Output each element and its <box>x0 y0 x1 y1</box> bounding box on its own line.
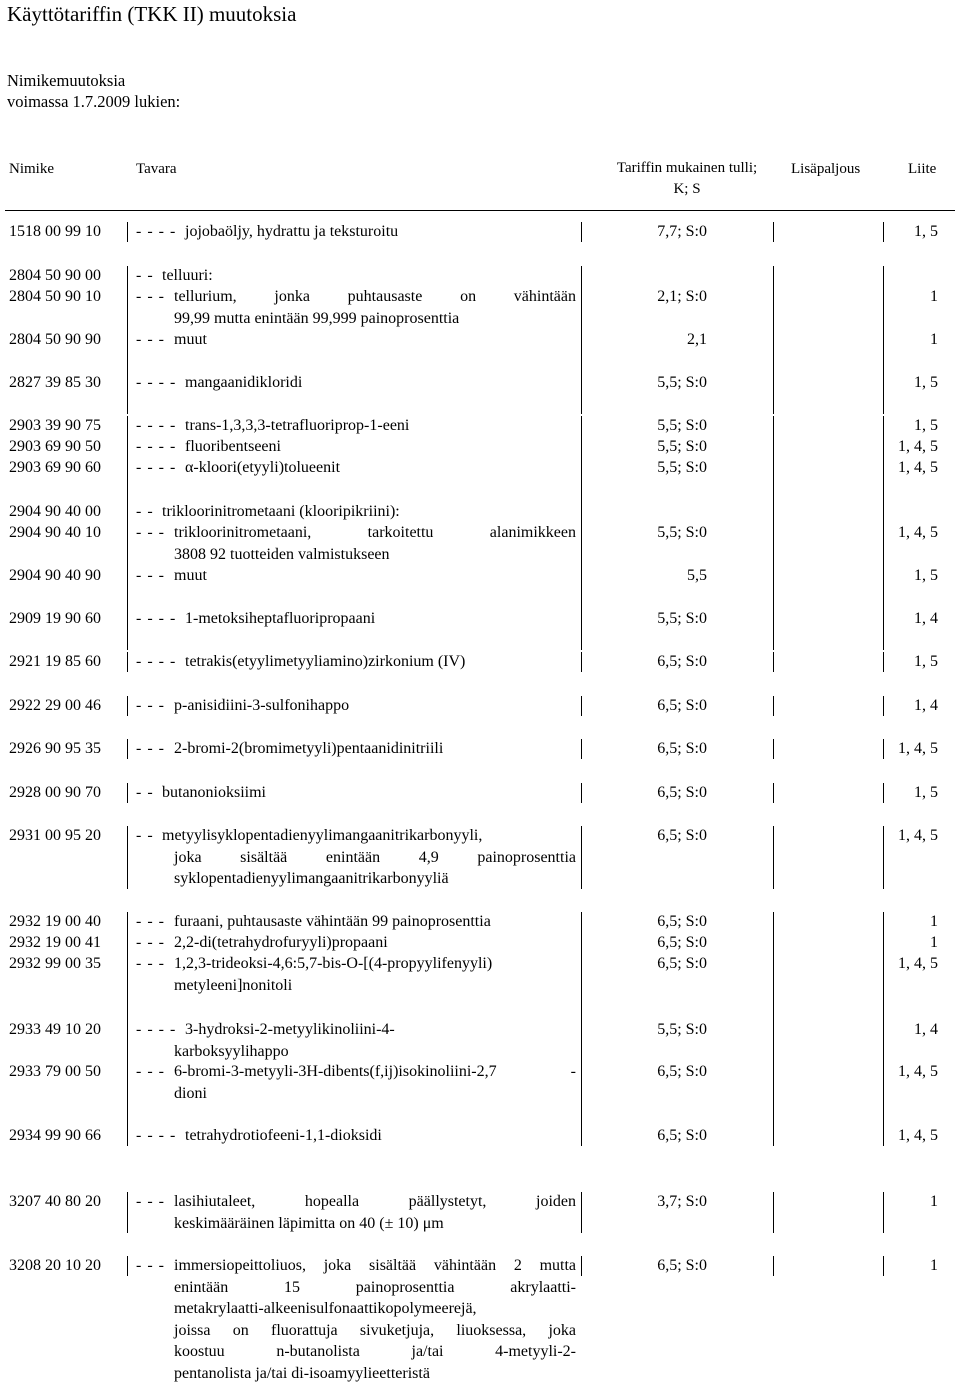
appendix-ref: 1, 5 <box>818 651 938 673</box>
tariff-rate: 5,5; S:0 <box>567 457 707 479</box>
item-description-continued: keskimääräinen läpimitta on 40 (± 10) μm <box>174 1213 576 1235</box>
item-code: 2934 99 90 66 <box>9 1125 101 1147</box>
item-description: metyylisyklopentadienyylimangaanitrikarbonyyli, <box>162 825 564 847</box>
item-description: 2-bromi-2(bromimetyyli)pentaanidinitriili <box>174 738 443 760</box>
column-divider <box>773 826 774 889</box>
appendix-ref: 1, 4, 5 <box>818 457 938 479</box>
level-dashes: - - - <box>136 1255 165 1277</box>
level-dashes: - - - <box>136 695 165 717</box>
column-divider <box>127 783 128 803</box>
item-description: 1-metoksiheptafluoripropaani <box>185 608 375 630</box>
tariff-rate: 2,1; S:0 <box>567 286 707 308</box>
appendix-ref: 1, 4, 5 <box>818 825 938 847</box>
column-divider <box>883 373 884 393</box>
item-code: 3208 20 10 20 <box>9 1255 101 1277</box>
column-divider <box>127 222 128 242</box>
item-code: 3207 40 80 20 <box>9 1191 101 1213</box>
item-description: 1,2,3-trideoksi-4,6:5,7-bis-O-[(4-propyylifenyyli) <box>174 953 576 975</box>
tariff-rate: 6,5; S:0 <box>567 1255 707 1277</box>
column-divider <box>581 739 582 759</box>
tariff-rate: 6,5; S:0 <box>567 932 707 954</box>
column-divider <box>581 1256 582 1276</box>
item-description-continued: metakrylaatti-alkeenisulfonaattikopolymeerejä, <box>174 1298 576 1320</box>
tariff-rate: 6,5; S:0 <box>567 1125 707 1147</box>
item-code: 2933 49 10 20 <box>9 1019 101 1041</box>
level-dashes: - - - - <box>136 651 176 673</box>
item-code: 2932 19 00 40 <box>9 911 101 933</box>
item-description: butanonioksiimi <box>162 782 266 804</box>
column-divider <box>883 1192 884 1233</box>
level-dashes: - - - - <box>136 372 176 394</box>
level-dashes: - - - - <box>136 1019 176 1041</box>
column-divider <box>581 783 582 803</box>
item-description-continued: metyleeni]nonitoli <box>174 975 576 997</box>
header-desc: Tavara <box>136 159 177 180</box>
item-description: lasihiutaleet, hopealla päällystetyt, joiden <box>174 1191 576 1213</box>
item-description: p-anisidiini-3-sulfonihappo <box>174 695 349 717</box>
level-dashes: - - <box>136 501 154 523</box>
column-divider <box>581 222 582 242</box>
column-divider <box>127 1126 128 1146</box>
level-dashes: - - - <box>136 932 165 954</box>
item-description: immersiopeittoliuos, joka sisältää vähintään 2 mutta <box>174 1255 576 1277</box>
column-divider <box>773 739 774 759</box>
appendix-ref: 1, 5 <box>818 782 938 804</box>
item-description: tetrakis(etyylimetyyliamino)zirkonium (IV) <box>185 651 465 673</box>
level-dashes: - - - <box>136 911 165 933</box>
tariff-rate: 5,5; S:0 <box>567 522 707 544</box>
appendix-ref: 1 <box>818 911 938 933</box>
page-subtitle <box>7 70 180 112</box>
subtitle-line-1: Nimikemuutoksia <box>7 70 180 91</box>
item-description: tellurium, jonka puhtausaste on vähintään <box>174 286 576 308</box>
column-divider <box>773 1126 774 1146</box>
level-dashes: - - - <box>136 522 165 544</box>
tariff-rate: 6,5; S:0 <box>567 738 707 760</box>
column-divider <box>883 826 884 889</box>
item-code: 2827 39 85 30 <box>9 372 101 394</box>
column-divider <box>127 1192 128 1233</box>
tariff-rate: 6,5; S:0 <box>567 782 707 804</box>
item-code: 2904 90 40 90 <box>9 565 101 587</box>
appendix-ref: 1, 4, 5 <box>818 738 938 760</box>
item-code: 2904 90 40 00 <box>9 501 101 523</box>
header-appendix: Liite <box>908 159 936 180</box>
appendix-ref: 1, 4, 5 <box>818 436 938 458</box>
column-divider <box>581 652 582 672</box>
item-description: mangaanidikloridi <box>185 372 302 394</box>
tariff-rate: 3,7; S:0 <box>567 1191 707 1213</box>
column-divider <box>581 826 582 889</box>
appendix-ref: 1 <box>818 329 938 351</box>
column-divider <box>773 222 774 242</box>
item-code: 2922 29 00 46 <box>9 695 101 717</box>
tariff-rate: 7,7; S:0 <box>567 221 707 243</box>
item-description-continued: karboksyylihappo <box>174 1041 576 1063</box>
item-description-continued: 99,99 mutta enintään 99,999 painoprosenttia <box>174 308 576 330</box>
item-code: 2932 19 00 41 <box>9 932 101 954</box>
column-divider <box>773 373 774 393</box>
item-description-continued: 3808 92 tuotteiden valmistukseen <box>174 544 576 566</box>
level-dashes: - - - <box>136 286 165 308</box>
item-description-continued: pentanolista ja/tai di-isoamyylieetteristä <box>174 1363 576 1384</box>
header-tariff-line-2: K; S <box>597 179 777 200</box>
item-description: trikloorinitrometaani (klooripikriini): <box>162 501 400 523</box>
column-divider <box>773 1192 774 1233</box>
column-divider <box>883 609 884 629</box>
item-code: 2933 79 00 50 <box>9 1061 101 1083</box>
column-divider <box>773 783 774 803</box>
item-description: jojobaöljy, hydrattu ja teksturoitu <box>185 221 398 243</box>
item-description: furaani, puhtausaste vähintään 99 painoprosenttia <box>174 911 491 933</box>
item-code: 2903 39 90 75 <box>9 415 101 437</box>
column-divider <box>127 373 128 393</box>
item-description-continued: syklopentadienyylimangaanitrikarbonyyliä <box>174 868 576 890</box>
appendix-ref: 1, 5 <box>818 372 938 394</box>
column-divider <box>127 609 128 629</box>
appendix-ref: 1, 4 <box>818 608 938 630</box>
item-code: 2903 69 90 50 <box>9 436 101 458</box>
item-description-continued: koostuu n-butanolista ja/tai 4-metyyli-2- <box>174 1341 576 1363</box>
tariff-rate: 6,5; S:0 <box>567 825 707 847</box>
item-code: 2909 19 90 60 <box>9 608 101 630</box>
item-description-continued: dioni <box>174 1083 576 1105</box>
item-description: 2,2-di(tetrahydrofuryyli)propaani <box>174 932 388 954</box>
column-divider <box>883 783 884 803</box>
item-code: 2903 69 90 60 <box>9 457 101 479</box>
column-divider <box>883 1126 884 1146</box>
level-dashes: - - <box>136 825 154 847</box>
item-description: α-kloori(etyyli)tolueenit <box>185 457 340 479</box>
appendix-ref: 1, 5 <box>818 565 938 587</box>
appendix-ref: 1, 4 <box>818 1019 938 1041</box>
column-divider <box>127 652 128 672</box>
header-code: Nimike <box>9 159 54 180</box>
column-divider <box>773 609 774 629</box>
appendix-ref: 1, 4, 5 <box>818 1061 938 1083</box>
item-description: muut <box>174 329 207 351</box>
tariff-rate: 6,5; S:0 <box>567 953 707 975</box>
appendix-ref: 1, 5 <box>818 415 938 437</box>
item-description: trans-1,3,3,3-tetrafluoriprop-1-eeni <box>185 415 409 437</box>
column-divider <box>127 1256 128 1276</box>
item-description-continued: joissa on fluorattuja sivuketjuja, liuoksessa, joka <box>174 1320 576 1342</box>
item-code: 2804 50 90 00 <box>9 265 101 287</box>
level-dashes: - - <box>136 265 154 287</box>
item-code: 2904 90 40 10 <box>9 522 101 544</box>
column-divider <box>127 696 128 716</box>
appendix-ref: 1, 4, 5 <box>818 1125 938 1147</box>
appendix-ref: 1 <box>818 932 938 954</box>
appendix-ref: 1 <box>818 1191 938 1213</box>
item-code: 2931 00 95 20 <box>9 825 101 847</box>
item-description-continued: joka sisältää enintään 4,9 painoprosenttia <box>174 847 576 869</box>
tariff-rate: 6,5; S:0 <box>567 1061 707 1083</box>
column-divider <box>883 1256 884 1276</box>
level-dashes: - - - - <box>136 436 176 458</box>
item-description-continued: enintään 15 painoprosenttia akrylaatti- <box>174 1277 576 1299</box>
subtitle-line-2: voimassa 1.7.2009 lukien: <box>7 91 180 112</box>
item-code: 2804 50 90 90 <box>9 329 101 351</box>
column-divider <box>127 739 128 759</box>
column-divider <box>581 609 582 629</box>
column-divider <box>581 1126 582 1146</box>
column-divider <box>581 373 582 393</box>
item-description: 6-bromi-3-metyyli-3H-dibents(f,ij)isokinoliini-2,7 - <box>174 1061 576 1083</box>
page-title: Käyttötariffin (TKK II) muutoksia <box>7 2 296 27</box>
level-dashes: - - - - <box>136 221 176 243</box>
level-dashes: - - - - <box>136 608 176 630</box>
item-description: tetrahydrotiofeeni-1,1-dioksidi <box>185 1125 382 1147</box>
item-description: 3-hydroksi-2-metyylikinoliini-4- <box>185 1019 587 1041</box>
column-divider <box>581 696 582 716</box>
appendix-ref: 1, 4, 5 <box>818 953 938 975</box>
level-dashes: - - - - <box>136 1125 176 1147</box>
column-divider <box>127 826 128 889</box>
level-dashes: - - - - <box>136 457 176 479</box>
tariff-rate: 5,5; S:0 <box>567 415 707 437</box>
appendix-ref: 1, 4 <box>818 695 938 717</box>
column-divider <box>773 652 774 672</box>
tariff-rate: 6,5; S:0 <box>567 651 707 673</box>
column-divider <box>883 652 884 672</box>
column-divider <box>883 696 884 716</box>
tariff-rate: 5,5; S:0 <box>567 436 707 458</box>
item-code: 2928 00 90 70 <box>9 782 101 804</box>
appendix-ref: 1, 4, 5 <box>818 522 938 544</box>
header-tariff <box>597 158 777 200</box>
header-tariff-line-1: Tariffin mukainen tulli; <box>597 158 777 179</box>
tariff-rate: 6,5; S:0 <box>567 695 707 717</box>
appendix-ref: 1, 5 <box>818 221 938 243</box>
appendix-ref: 1 <box>818 286 938 308</box>
tariff-rate: 5,5; S:0 <box>567 608 707 630</box>
level-dashes: - - - <box>136 1061 165 1083</box>
tariff-rate: 6,5; S:0 <box>567 911 707 933</box>
item-code: 2926 90 95 35 <box>9 738 101 760</box>
tariff-rate: 5,5; S:0 <box>567 1019 707 1041</box>
item-description: muut <box>174 565 207 587</box>
header-extra: Lisäpaljous <box>791 159 860 180</box>
level-dashes: - - - - <box>136 415 176 437</box>
column-divider <box>773 1256 774 1276</box>
item-code: 2921 19 85 60 <box>9 651 101 673</box>
item-description: telluuri: <box>162 265 213 287</box>
appendix-ref: 1 <box>818 1255 938 1277</box>
column-divider <box>883 739 884 759</box>
column-divider <box>581 1192 582 1233</box>
item-description: fluoribentseeni <box>185 436 281 458</box>
level-dashes: - - - <box>136 953 165 975</box>
column-divider <box>883 222 884 242</box>
level-dashes: - - - <box>136 1191 165 1213</box>
level-dashes: - - - <box>136 329 165 351</box>
item-code: 2804 50 90 10 <box>9 286 101 308</box>
level-dashes: - - - <box>136 565 165 587</box>
tariff-rate: 5,5 <box>567 565 707 587</box>
column-divider <box>773 696 774 716</box>
level-dashes: - - - <box>136 738 165 760</box>
item-code: 1518 00 99 10 <box>9 221 101 243</box>
header-divider <box>5 210 955 211</box>
item-description: trikloorinitrometaani, tarkoitettu alanimikkeen <box>174 522 576 544</box>
item-code: 2932 99 00 35 <box>9 953 101 975</box>
tariff-rate: 2,1 <box>567 329 707 351</box>
level-dashes: - - <box>136 782 154 804</box>
tariff-rate: 5,5; S:0 <box>567 372 707 394</box>
